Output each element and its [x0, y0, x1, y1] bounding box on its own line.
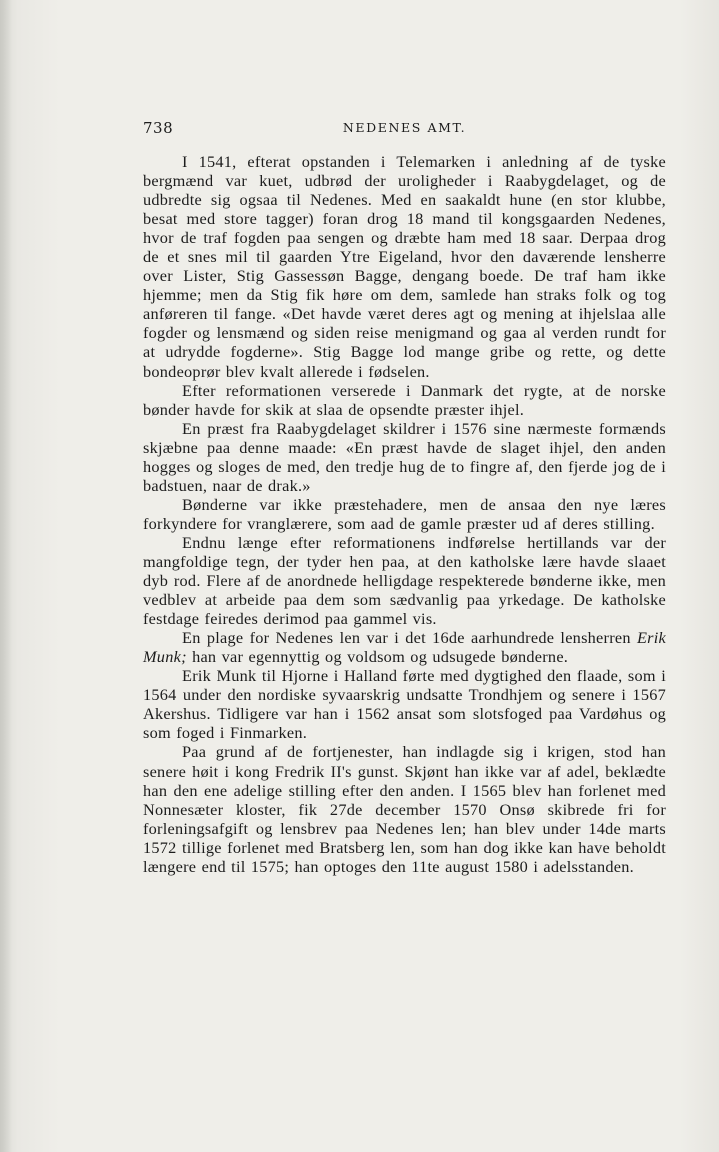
paragraph-text: han var egennyttig og voldsom og udsugede bønderne. — [186, 647, 569, 667]
paragraph: Paa grund af de fortjenester, han indlagde sig i krigen, stod han senere høit i kong Fredrik II's gunst. Skjønt han ikke var af adel, beklædte han den ene adelige stilling efter den anden. I 1565 blev han forlenet med Nonnesæter kloster, fik 27de december 1570 Onsø skibrede fri for forleningsafgift og lensbrev paa Nedenes len; han blev under 14de marts 1572 tillige forlenet med Bratsberg len, som han dog ikke kan have beholdt længere end til 1575; han optoges den 11te august 1580 i adelsstanden. — [143, 742, 666, 876]
paragraph: Erik Munk til Hjorne i Halland førte med dygtighed den flaade, som i 1564 under den nordiske syvaarskrig undsatte Trondhjem og senere i 1567 Akershus. Tidligere var han i 1562 ansat som slotsfoged paa Vardøhus og som foged i Finmarken. — [143, 666, 666, 743]
paragraph-text: En plage for Nedenes len var i det 16de aarhundrede lensherren — [182, 628, 637, 648]
page-spine-shadow — [0, 0, 12, 1152]
body-text — [143, 152, 666, 876]
page-header — [143, 119, 666, 139]
paragraph: Bønderne var ikke præstehadere, men de ansaa den nye læres forkyndere for vranglærere, som aad de gamle præster ud af deres stilling. — [143, 494, 666, 533]
paragraph: En præst fra Raabygdelaget skildrer i 1576 sine nærmeste formænds skjæbne paa denne maade: «En præst havde de slaget ihjel, den anden hogges og sloges de med, den tredje hug de to fingre af, den fjerde jog de i badstuen, naar de drak.» — [143, 418, 666, 495]
paragraph — [143, 628, 666, 666]
paragraph: Endnu længe efter reformationens indførelse hertillands var der mangfoldige tegn, der tyder hen paa, at den katholske lære havde slaaet dyb rod. Flere af de anordnede helligdage respekterede bønderne ikke, men vedblev at arbeide paa dem som sædvanlig paa yrkedage. De katholske festdage feiredes derimod paa gammel vis. — [143, 532, 666, 629]
paragraph: Efter reformationen verserede i Danmark det rygte, at de norske bønder havde for skik at slaa de opsendte præster ihjel. — [143, 380, 666, 419]
paragraph: I 1541, efterat opstanden i Telemarken i anledning af de tyske bergmænd var kuet, udbrød der uroligheder i Raabygdelaget, og de udbredte sig ogsaa til Nedenes. Med en saakaldt hune (en stor klubbe, besat med store tagger) foran drog 18 mand til kongsgaarden Nedenes, hvor de traf fogden paa sengen og dræbte ham med 18 saar. Derpaa drog de et snes mil til gaarden Ytre Eigeland, hvor den daværende lensherre over Lister, Stig Gassessøn Bagge, dengang boede. De traf ham ikke hjemme; men da Stig fik høre om dem, samlede han straks folk og tog anføreren til fange. «Det havde været deres agt og mening at ihjelslaa alle fogder og lensmænd og siden reise menigmand og gaa al verden rundt for at udrydde fogderne». Stig Bagge lod mange gribe og rette, og dette bondeoprør blev kvalt allerede i fødselen. — [143, 152, 666, 381]
person-name-emphasis: Erik Munk; — [143, 628, 666, 667]
page-number: 738 — [143, 119, 174, 137]
running-title: NEDENES AMT. — [342, 120, 467, 135]
